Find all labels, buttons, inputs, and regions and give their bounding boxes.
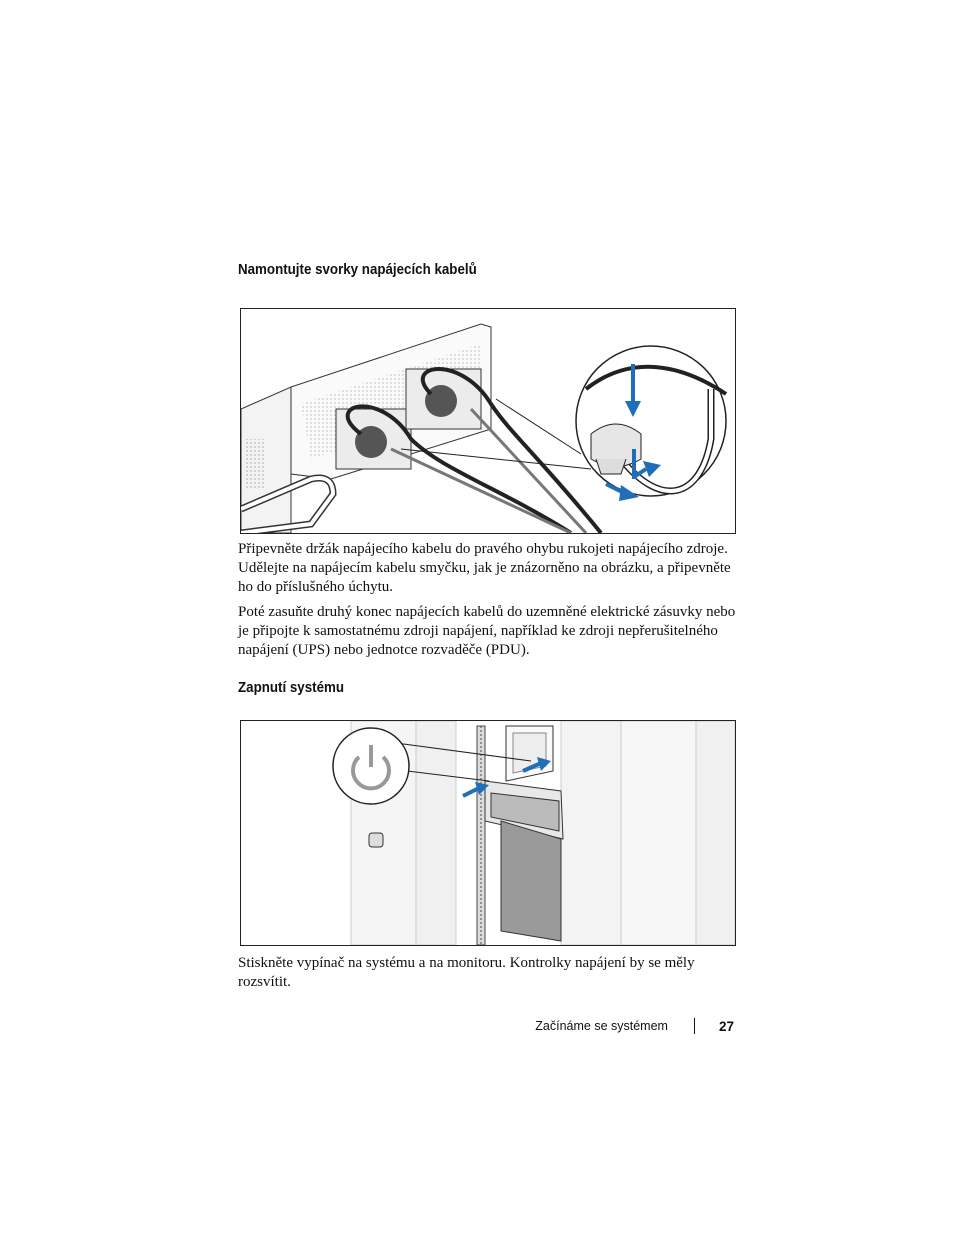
- figure-power-cable-clips: [240, 308, 736, 534]
- figure-power-on-system: [240, 720, 736, 946]
- section-heading-power-on: Zapnutí systému: [238, 680, 345, 696]
- section-heading-cable-clips: Namontujte svorky napájecích kabelů: [238, 262, 477, 278]
- page-number: 27: [718, 1018, 734, 1034]
- footer-chapter-title: Začínáme se systémem: [535, 1019, 668, 1033]
- paragraph-press-power-button: Stiskněte vypínač na systému a na monitoru. Kontrolky napájení by se měly rozsvítit.: [238, 955, 695, 990]
- cable-clip-illustration: [241, 309, 735, 533]
- footer-separator: [694, 1018, 695, 1034]
- power-on-illustration: [241, 721, 735, 945]
- page-footer: [535, 1016, 734, 1036]
- paragraph-connect-power-outlet: Poté zasuňte druhý konec napájecích kabelů do uzemněné elektrické zásuvky nebo je připojte k samostatnému zdroji napájení, například ke zdroji nepřerušitelného napájení (UPS) nebo jednotce rozvaděče (PDU).: [238, 604, 736, 658]
- paragraph-cable-clip-instructions: Připevněte držák napájecího kabelu do pravého ohybu rukojeti napájecího zdroje. Udělejte na napájecím kabelu smyčku, jak je znázorněno na obrázku, a připevněte ho do příslušného úchytu.: [238, 541, 731, 595]
